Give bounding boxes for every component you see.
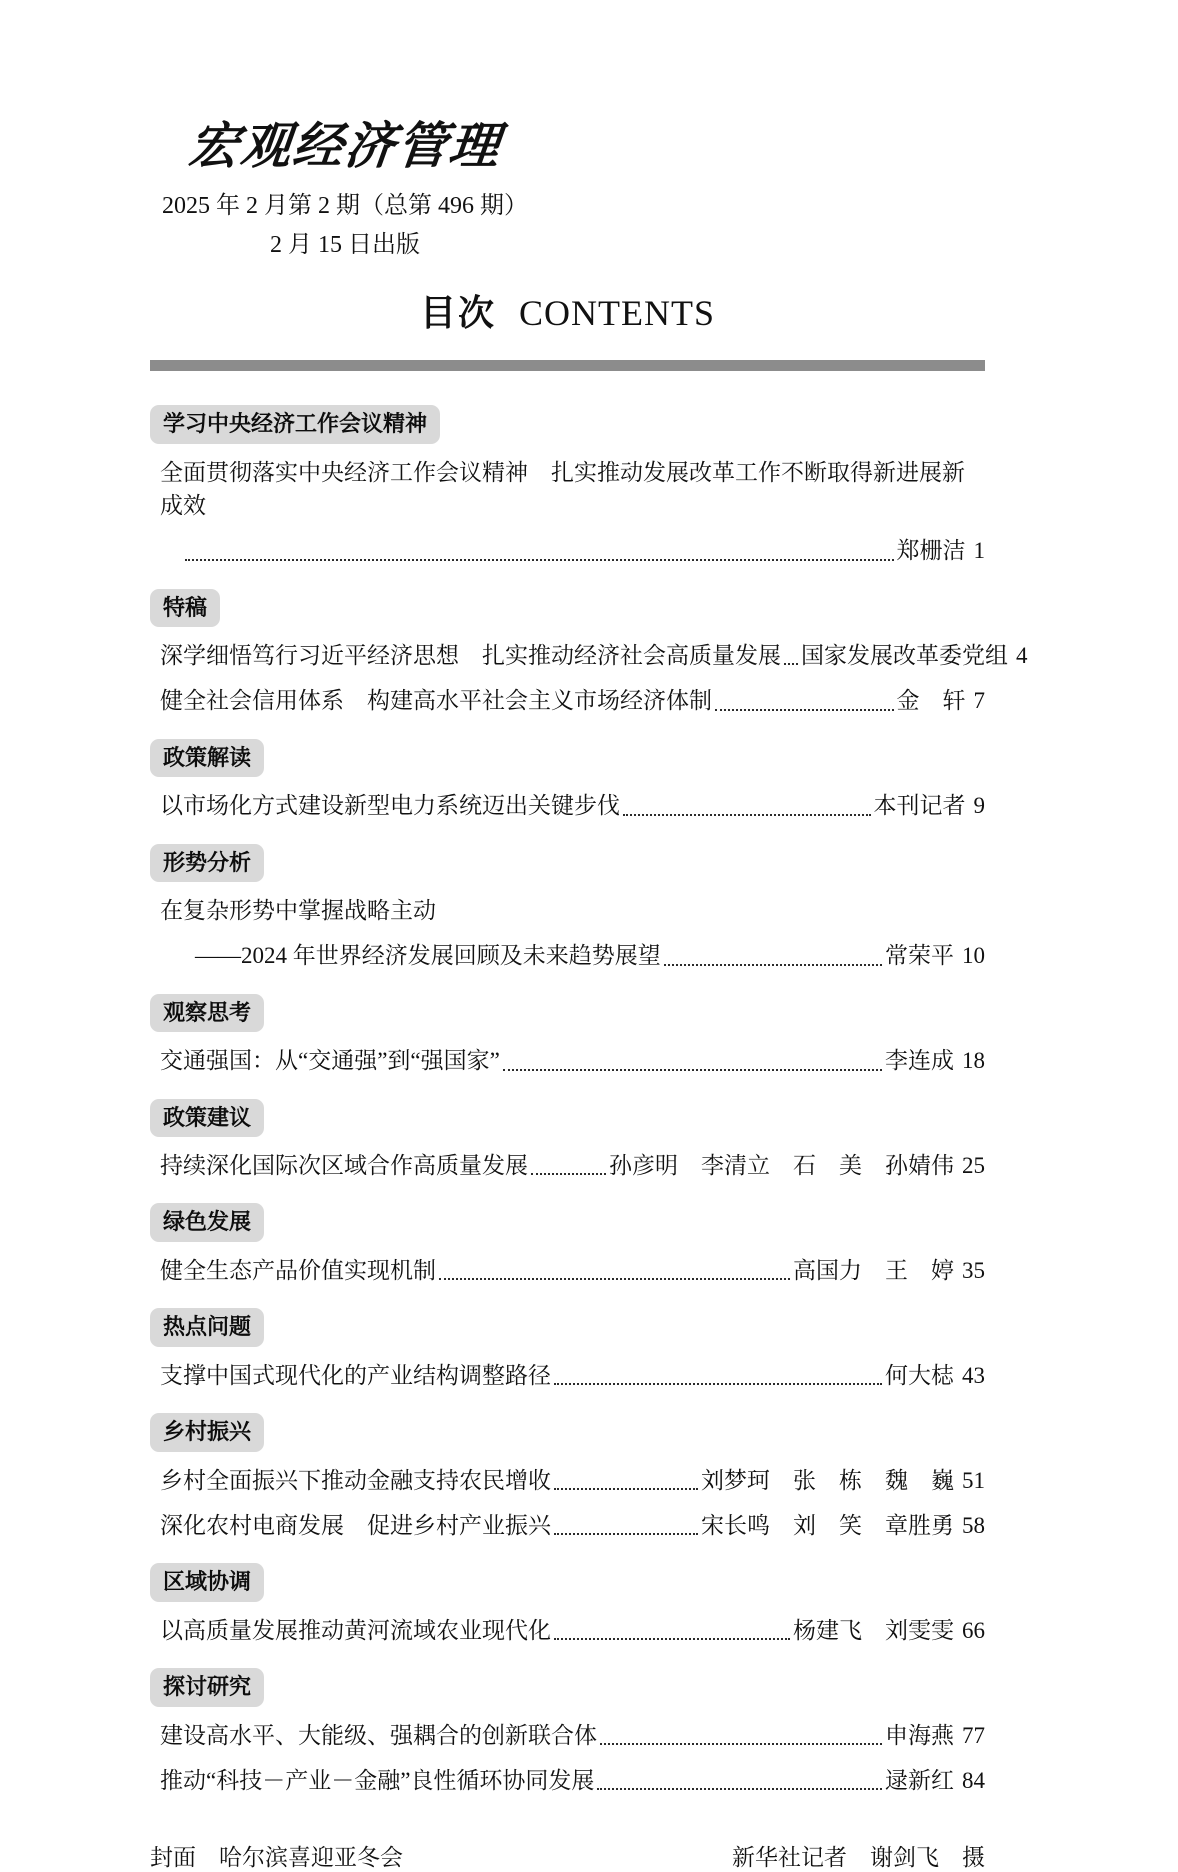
dotted-leader	[784, 663, 798, 665]
article-title: 建设高水平、大能级、强耦合的创新联合体	[160, 1722, 597, 1748]
dotted-leader	[554, 1533, 698, 1535]
dotted-leader	[623, 814, 871, 816]
article-title: 持续深化国际次区域合作高质量发展	[160, 1153, 528, 1179]
article-authors: 孙彦明 李清立 石 美 孙婧伟	[609, 1153, 954, 1179]
toc-section	[150, 1413, 985, 1542]
article-entry	[150, 789, 985, 822]
article-title: 健全社会信用体系 构建高水平社会主义市场经济体制	[160, 688, 712, 714]
article-entry	[150, 939, 985, 972]
dotted-leader	[554, 1383, 882, 1385]
article-title: 交通强国：从“交通强”到“强国家”	[160, 1048, 500, 1074]
toc-section	[150, 1668, 985, 1797]
article-page: 4	[1016, 643, 1028, 669]
article-authors: 刘梦珂 张 栋 魏 巍	[701, 1467, 954, 1493]
article-page: 51	[962, 1467, 985, 1493]
article-title: 以高质量发展推动黄河流域农业现代化	[160, 1617, 551, 1643]
section-badge: 探讨研究	[150, 1668, 264, 1707]
article-entry	[150, 1614, 985, 1647]
article-authors: 杨建飞 刘雯雯	[793, 1617, 954, 1643]
masthead	[150, 118, 540, 259]
dotted-leader	[715, 709, 894, 711]
article-entry	[150, 639, 1028, 672]
article-page: 25	[962, 1153, 985, 1179]
cover-caption: 封面 哈尔滨喜迎亚冬会	[150, 1845, 403, 1871]
magazine-logo: 宏观经济管理	[185, 116, 505, 175]
divider-bar	[150, 360, 985, 371]
toc-section	[150, 589, 1028, 718]
section-articles	[150, 1719, 985, 1798]
dotted-leader	[554, 1488, 698, 1490]
article-entry	[150, 1254, 985, 1287]
article-entry	[150, 1464, 985, 1497]
article-entry	[150, 1509, 985, 1542]
article-page: 66	[962, 1617, 985, 1643]
article-authors: 申海燕	[885, 1722, 954, 1748]
article-entry	[150, 684, 985, 717]
section-badge: 乡村振兴	[150, 1413, 264, 1452]
section-articles	[150, 1359, 985, 1392]
article-page: 18	[962, 1048, 985, 1074]
contents-heading	[150, 285, 985, 336]
article-authors: 李连成	[885, 1048, 954, 1074]
article-title: 以市场化方式建设新型电力系统迈出关键步伐	[160, 793, 620, 819]
toc-section	[150, 994, 985, 1078]
article-authors: 金 轩	[896, 688, 966, 714]
section-badge: 区域协调	[150, 1563, 264, 1602]
article-entry	[150, 1149, 985, 1182]
article-title: 支撑中国式现代化的产业结构调整路径	[160, 1362, 551, 1388]
article-title: ——2024 年世界经济发展回顾及未来趋势展望	[195, 943, 661, 969]
article-title: 推动“科技－产业－金融”良性循环协同发展	[160, 1768, 595, 1793]
toc-section	[150, 844, 985, 973]
article-page: 43	[962, 1362, 985, 1388]
section-articles	[150, 1044, 985, 1077]
article-entry	[150, 1044, 985, 1077]
dotted-leader	[597, 1788, 882, 1790]
dotted-leader	[185, 559, 894, 561]
article-title: 全面贯彻落实中央经济工作会议精神 扎实推动发展改革工作不断取得新进展新成效	[160, 459, 965, 518]
section-articles	[150, 456, 985, 568]
footer	[150, 1839, 985, 1872]
toc-section	[150, 739, 985, 823]
toc-section	[150, 1308, 985, 1392]
dotted-leader	[503, 1069, 882, 1071]
article-authors: 郑栅洁	[896, 538, 966, 564]
article-title: 在复杂形势中掌握战略主动	[160, 898, 436, 924]
article-authors: 逯新红	[885, 1768, 954, 1793]
section-articles	[150, 1254, 985, 1287]
article-page: 10	[962, 943, 985, 969]
dotted-leader	[531, 1173, 606, 1175]
article-entry	[150, 1764, 985, 1797]
toc-section	[150, 405, 985, 568]
cover-photo-credit: 新华社记者 谢剑飞 摄	[732, 1845, 985, 1871]
dotted-leader	[439, 1278, 790, 1280]
article-page: 58	[962, 1512, 985, 1538]
section-badge: 特稿	[150, 589, 220, 628]
dotted-leader	[554, 1638, 790, 1640]
section-articles	[150, 1464, 985, 1543]
section-articles	[150, 1149, 985, 1182]
article-page: 1	[973, 538, 985, 564]
contents-list	[150, 405, 1028, 1797]
toc-section	[150, 1203, 985, 1287]
article-authors: 国家发展改革委党组	[801, 643, 1008, 669]
article-title: 深学细悟笃行习近平经济思想 扎实推动经济社会高质量发展	[160, 643, 781, 669]
section-articles	[150, 1614, 985, 1647]
section-badge: 政策解读	[150, 739, 264, 778]
section-articles	[150, 789, 985, 822]
article-title: 乡村全面振兴下推动金融支持农民增收	[160, 1467, 551, 1493]
article-authors: 宋长鸣 刘 笑 章胜勇	[701, 1512, 954, 1538]
section-articles	[150, 894, 985, 973]
dotted-leader	[664, 964, 882, 966]
contents-heading-en: CONTENTS	[519, 293, 715, 333]
article-authors: 本刊记者	[873, 793, 966, 819]
article-authors: 何大梽	[885, 1362, 954, 1388]
toc-section	[150, 1099, 985, 1183]
section-articles	[150, 639, 1028, 718]
article-authors: 高国力 王 婷	[793, 1257, 954, 1283]
contents-heading-zh: 目次	[419, 292, 496, 333]
section-badge: 政策建议	[150, 1099, 264, 1138]
publish-date-line: 2 月 15 日出版	[270, 232, 420, 258]
dotted-leader	[600, 1743, 882, 1745]
article-entry	[150, 1719, 985, 1752]
section-badge: 热点问题	[150, 1308, 264, 1347]
article-entry	[150, 1359, 985, 1392]
section-badge: 学习中央经济工作会议精神	[150, 405, 440, 444]
article-title: 深化农村电商发展 促进乡村产业振兴	[160, 1512, 551, 1538]
section-badge: 绿色发展	[150, 1203, 264, 1242]
article-page: 77	[962, 1722, 985, 1748]
article-page: 84	[962, 1768, 985, 1793]
article-entry	[150, 534, 985, 567]
toc-section	[150, 1563, 985, 1647]
article-page: 9	[973, 793, 985, 819]
section-badge: 形势分析	[150, 844, 264, 883]
article-page: 35	[962, 1257, 985, 1283]
article-authors: 常荣平	[885, 943, 954, 969]
article-title: 健全生态产品价值实现机制	[160, 1257, 436, 1283]
article-page: 7	[973, 688, 985, 714]
issue-line: 2025 年 2 月第 2 期（总第 496 期）	[162, 193, 528, 219]
section-badge: 观察思考	[150, 994, 264, 1033]
